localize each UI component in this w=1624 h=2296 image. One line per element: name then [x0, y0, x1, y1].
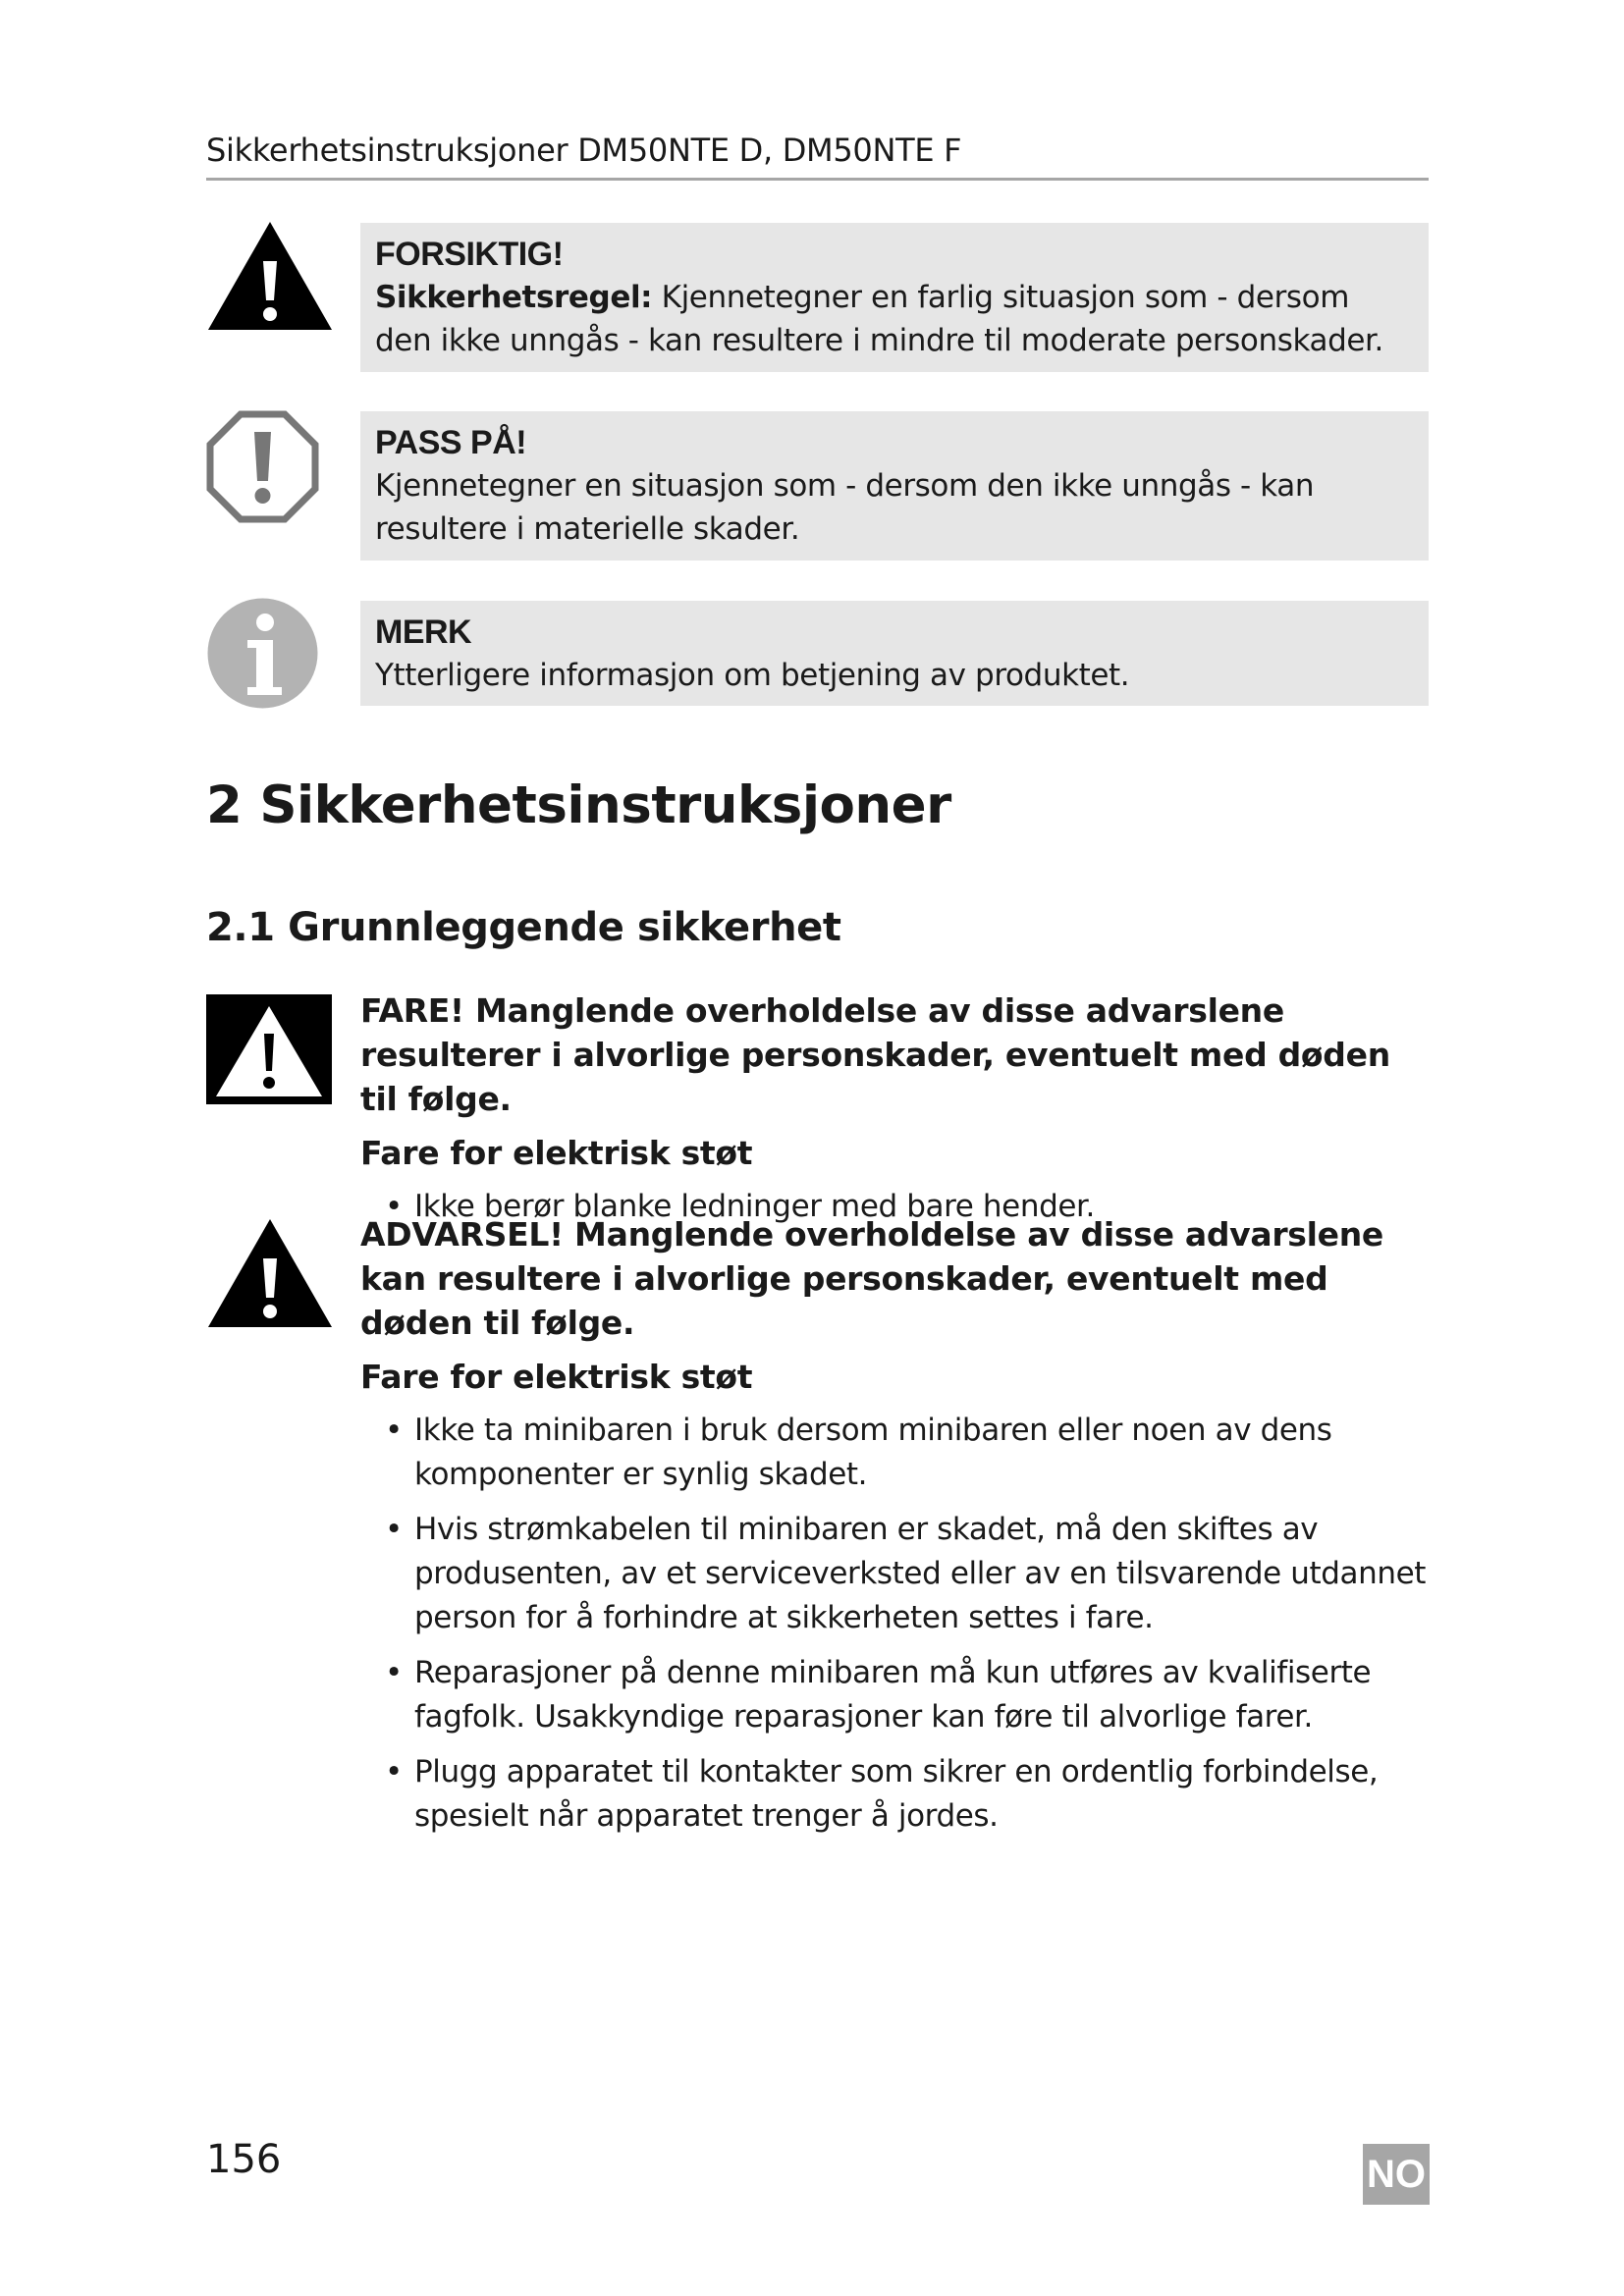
- list-item: [360, 1750, 1431, 1839]
- chapter-heading: 2 Sikkerhetsinstruksjoner: [206, 775, 951, 835]
- danger-title: FARE! Manglende overholdelse av disse advarslene resulterer i alvorlige personskader, eventuelt med døden til følge.: [360, 991, 1390, 1118]
- octagon-exclamation-icon: [206, 410, 319, 523]
- warning-subtitle: Fare for elektrisk støt: [360, 1358, 753, 1396]
- bullet-icon: •: [385, 1189, 403, 1224]
- list-item-text: Hvis strømkabelen til minibaren er skadet, må den skiftes av produsenten, av et serviceverksted eller av en tilsvarende utdannet person for å forhindre at sikkerheten settes i fare.: [414, 1512, 1427, 1635]
- notice-note: [360, 411, 1429, 561]
- info-text: Ytterligere informasjon om betjening av produktet.: [375, 658, 1130, 693]
- list-item-text: Ikke ta minibaren i bruk dersom minibaren eller noen av dens komponenter er synlig skadet.: [414, 1413, 1332, 1492]
- caution-label: Sikkerhetsregel:: [375, 280, 653, 315]
- list-item: [360, 1508, 1431, 1640]
- warning-list: [360, 1409, 1431, 1839]
- danger-block: [360, 988, 1431, 1240]
- list-item-text: Plugg apparatet til kontakter som sikrer en ordentlig forbindelse, spesielt når apparatet trenger å jordes.: [414, 1754, 1379, 1834]
- bullet-icon: •: [385, 1413, 403, 1448]
- caution-body: Kjennetegner en farlig situasjon som - dersom den ikke unngås - kan resultere i mindre til moderate personskader.: [375, 280, 1384, 358]
- notice-title: PASS PÅ!: [375, 424, 527, 461]
- warning-triangle-icon: [206, 220, 334, 332]
- caution-title: FORSIKTIG!: [375, 236, 564, 273]
- list-item-text: Ikke berør blanke ledninger med bare hender.: [414, 1189, 1095, 1224]
- language-badge: NO: [1363, 2144, 1430, 2205]
- section-heading: 2.1 Grunnleggende sikkerhet: [206, 905, 841, 950]
- running-header: Sikkerhetsinstruksjoner DM50NTE D, DM50NTE F: [206, 132, 962, 169]
- page-number: 156: [206, 2137, 282, 2182]
- info-note: [360, 601, 1429, 706]
- header-rule: [206, 178, 1429, 181]
- caution-note: [360, 223, 1429, 372]
- list-item-text: Reparasjoner på denne minibaren må kun utføres av kvalifiserte fagfolk. Usakkyndige reparasjoner kan føre til alvorlige farer.: [414, 1655, 1372, 1735]
- list-item: [360, 1651, 1431, 1739]
- bullet-icon: •: [385, 1655, 403, 1690]
- bullet-icon: •: [385, 1754, 403, 1789]
- bullet-icon: •: [385, 1512, 403, 1547]
- list-item: [360, 1409, 1431, 1497]
- warning-block: [360, 1212, 1431, 1849]
- caution-text: [375, 276, 1413, 362]
- danger-subtitle: Fare for elektrisk støt: [360, 1134, 753, 1172]
- warning-triangle-icon: [206, 1217, 334, 1329]
- danger-triangle-icon: [206, 994, 332, 1104]
- info-title: MERK: [375, 614, 472, 651]
- info-icon: [206, 597, 319, 710]
- warning-title: ADVARSEL! Manglende overholdelse av disse advarslene kan resultere i alvorlige personskader, eventuelt med døden til følge.: [360, 1215, 1384, 1342]
- notice-text: Kjennetegner en situasjon som - dersom den ikke unngås - kan resultere i materielle skader.: [375, 468, 1315, 547]
